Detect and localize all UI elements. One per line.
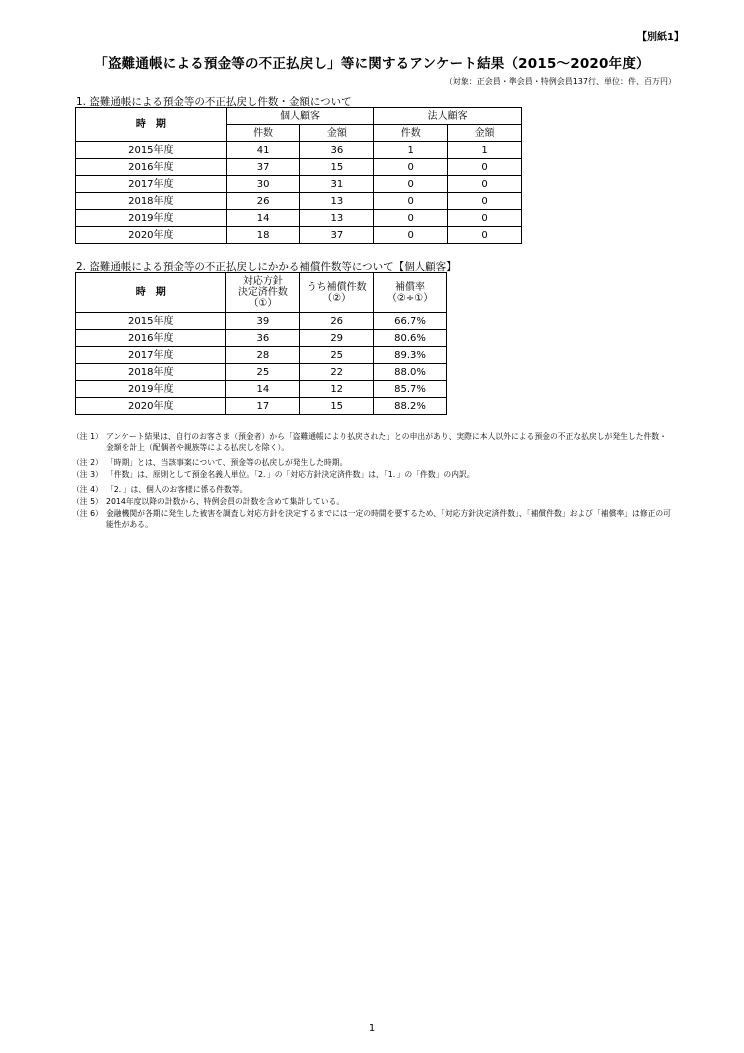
col-compensated-line2: （②） xyxy=(322,292,352,304)
cell-corp-count: 1 xyxy=(374,142,448,159)
section1-title: 1. 盗難通帳による預金等の不正払戻し件数・金額について xyxy=(76,96,352,108)
cell-corp-count: 0 xyxy=(374,227,448,244)
cell-compensated: 25 xyxy=(300,347,374,364)
table-row xyxy=(76,364,447,381)
cell-compensated: 29 xyxy=(300,330,374,347)
cell-year: 2020年度 xyxy=(76,227,227,244)
col-ind-amount: 金額 xyxy=(300,125,374,142)
group-individual-header: 個人顧客 xyxy=(226,108,374,125)
cell-rate: 66.7% xyxy=(374,313,447,330)
col-corp-count: 件数 xyxy=(374,125,448,142)
cell-rate: 80.6% xyxy=(374,330,447,347)
cell-ind-amount: 31 xyxy=(300,176,374,193)
group-corporate-header: 法人顧客 xyxy=(374,108,522,125)
note-item xyxy=(72,469,672,480)
cell-rate: 89.3% xyxy=(374,347,447,364)
cell-rate: 88.0% xyxy=(374,364,447,381)
cell-ind-count: 30 xyxy=(226,176,300,193)
note-item xyxy=(72,508,672,530)
cell-corp-amount: 0 xyxy=(448,193,522,210)
table-row xyxy=(76,398,447,415)
cell-ind-count: 37 xyxy=(226,159,300,176)
document-title: 「盗難通帳による預金等の不正払戻し」等に関するアンケート結果（2015～2020年度） xyxy=(94,56,650,72)
cell-ind-amount: 13 xyxy=(300,193,374,210)
table-row xyxy=(76,159,522,176)
cell-corp-count: 0 xyxy=(374,176,448,193)
note-item xyxy=(72,431,672,453)
note-text: 金融機関が各期に発生した被害を調査し対応方針を決定するまでには一定の時間を要するため、「対応方針決定済件数」、「補償件数」および「補償率」は修正の可能性がある。 xyxy=(106,509,671,529)
cell-corp-amount: 0 xyxy=(448,159,522,176)
cell-ind-count: 26 xyxy=(226,193,300,210)
note-text: 「時期」とは、当該事案について、預金等の払戻しが発生した時期。 xyxy=(106,458,348,467)
cell-ind-amount: 36 xyxy=(300,142,374,159)
cell-year: 2016年度 xyxy=(76,330,226,347)
col-rate-line2: （②÷①） xyxy=(386,292,434,304)
col-decided-line1: 対応方針 xyxy=(242,276,283,287)
cell-compensated: 26 xyxy=(300,313,374,330)
cell-corp-amount: 0 xyxy=(448,227,522,244)
cell-year: 2020年度 xyxy=(76,398,226,415)
cell-rate: 85.7% xyxy=(374,381,447,398)
cell-decided: 25 xyxy=(226,364,300,381)
cell-corp-count: 0 xyxy=(374,193,448,210)
cell-ind-count: 18 xyxy=(226,227,300,244)
note-text: アンケート結果は、自行のお客さま（預金者）から「盗難通帳により払戻された」との申出があり、実際に本人以外による預金の不正な払戻しが発生した件数・金額を計上（配偶者や親族等による払戻しを除く）。 xyxy=(106,432,667,452)
footnotes xyxy=(72,431,672,531)
note-mark: （注 2） xyxy=(72,458,103,467)
cell-ind-amount: 13 xyxy=(300,210,374,227)
cell-rate: 88.2% xyxy=(374,398,447,415)
attachment-label: 【別紙1】 xyxy=(637,32,684,43)
table-row xyxy=(76,176,522,193)
note-text: 2014年度以降の計数から、特例会員の計数を含めて集計している。 xyxy=(106,497,345,506)
col-decided-header xyxy=(226,273,300,313)
cell-corp-amount: 0 xyxy=(448,176,522,193)
cell-compensated: 12 xyxy=(300,381,374,398)
col-ind-count: 件数 xyxy=(226,125,300,142)
col-compensated-line1: うち補償件数 xyxy=(306,281,367,293)
subtitle-note: （対象：正会員・準会員・特例会員137行、単位：件、百万円） xyxy=(444,77,676,86)
cell-year: 2017年度 xyxy=(76,176,227,193)
note-item xyxy=(72,457,672,468)
cell-ind-amount: 15 xyxy=(300,159,374,176)
table-row xyxy=(76,330,447,347)
note-mark: （注 5） xyxy=(72,497,103,506)
table-row xyxy=(76,347,447,364)
note-text: 「2．」は、個人のお客様に係る件数等。 xyxy=(106,485,248,494)
period-header: 時 期 xyxy=(76,273,226,313)
cell-decided: 28 xyxy=(226,347,300,364)
cell-year: 2019年度 xyxy=(76,381,226,398)
table-compensation xyxy=(75,272,447,415)
section2-title: 2. 盗難通帳による預金等の不正払戻しにかかる補償件数等について【個人顧客】 xyxy=(76,261,457,273)
cell-year: 2015年度 xyxy=(76,142,227,159)
cell-corp-amount: 0 xyxy=(448,210,522,227)
col-decided-line2: 決定済件数 xyxy=(237,287,288,298)
table-row xyxy=(76,210,522,227)
note-mark: （注 6） xyxy=(72,509,103,518)
cell-year: 2018年度 xyxy=(76,193,227,210)
cell-decided: 14 xyxy=(226,381,300,398)
cell-decided: 39 xyxy=(226,313,300,330)
cell-ind-count: 41 xyxy=(226,142,300,159)
cell-decided: 17 xyxy=(226,398,300,415)
page-number: 1 xyxy=(368,1023,376,1034)
cell-corp-amount: 1 xyxy=(448,142,522,159)
cell-year: 2018年度 xyxy=(76,364,226,381)
cell-ind-amount: 37 xyxy=(300,227,374,244)
cell-corp-count: 0 xyxy=(374,159,448,176)
col-corp-amount: 金額 xyxy=(448,125,522,142)
cell-corp-count: 0 xyxy=(374,210,448,227)
cell-year: 2015年度 xyxy=(76,313,226,330)
table-row xyxy=(76,193,522,210)
col-compensated-header xyxy=(300,273,374,313)
table-row xyxy=(76,313,447,330)
note-item xyxy=(72,496,672,507)
cell-compensated: 22 xyxy=(300,364,374,381)
cell-year: 2016年度 xyxy=(76,159,227,176)
cell-year: 2019年度 xyxy=(76,210,227,227)
note-mark: （注 4） xyxy=(72,485,103,494)
col-rate-header xyxy=(374,273,447,313)
table-fraud-count-amount xyxy=(75,107,522,244)
col-rate-line1: 補償率 xyxy=(395,281,426,293)
note-item xyxy=(72,484,672,495)
table-row xyxy=(76,142,522,159)
note-mark: （注 3） xyxy=(72,470,103,479)
note-mark: （注 1） xyxy=(72,432,103,441)
cell-compensated: 15 xyxy=(300,398,374,415)
period-header: 時 期 xyxy=(76,108,227,142)
note-text: 「件数」は、原則として預金名義人単位。「2．」の「対応方針決定済件数」は、「1．」の「件数」の内訳。 xyxy=(106,470,475,479)
table-row xyxy=(76,381,447,398)
col-decided-line3: （①） xyxy=(248,298,278,309)
table-row xyxy=(76,227,522,244)
cell-ind-count: 14 xyxy=(226,210,300,227)
cell-decided: 36 xyxy=(226,330,300,347)
cell-year: 2017年度 xyxy=(76,347,226,364)
